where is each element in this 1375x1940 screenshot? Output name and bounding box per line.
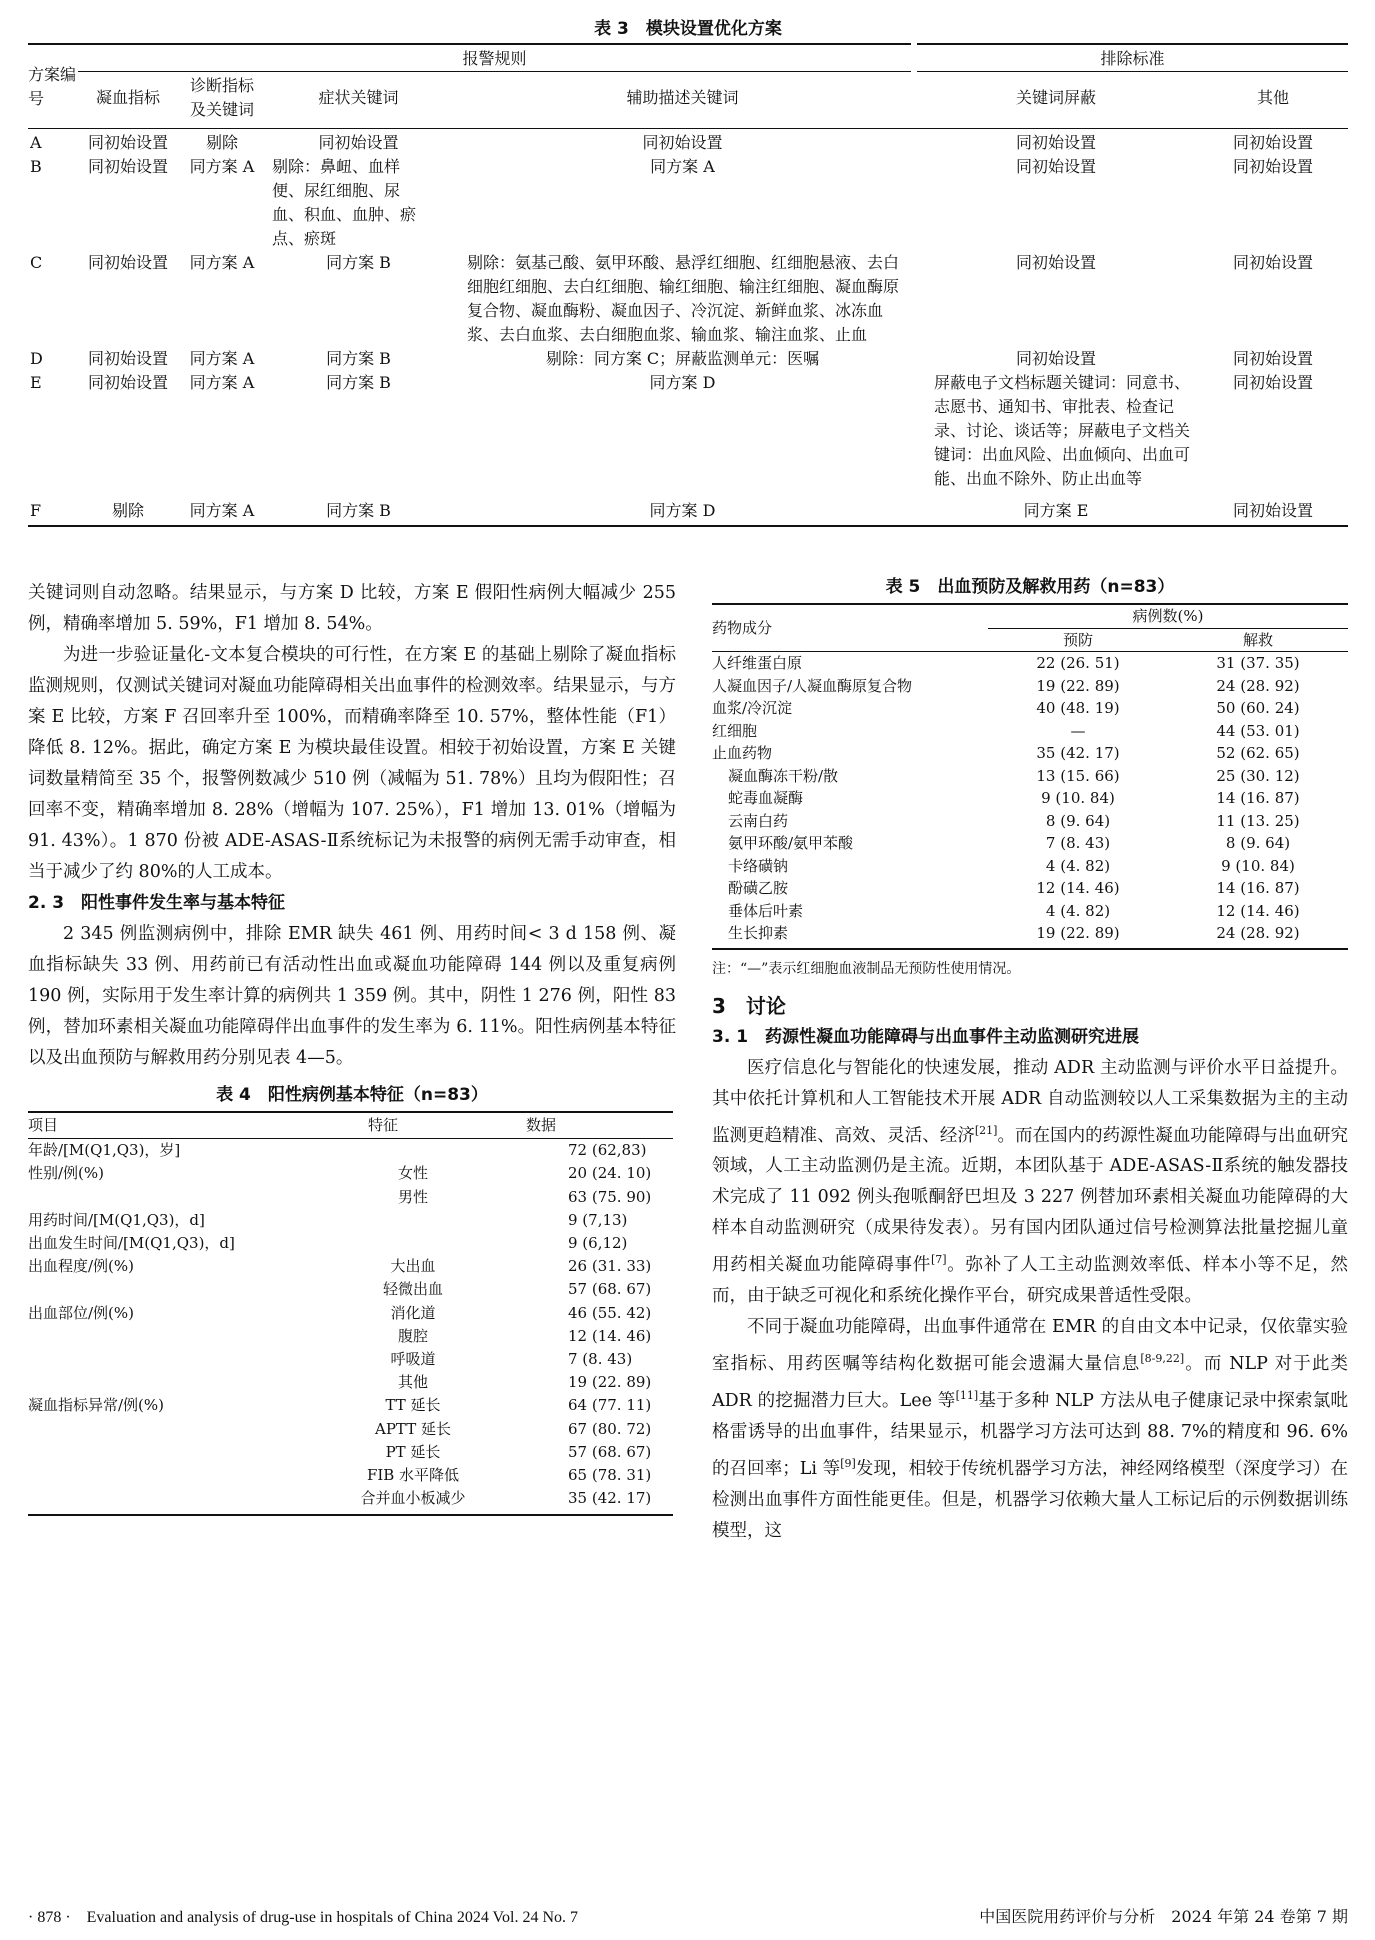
t5-prev-cell: 7 (8. 43) <box>1045 834 1111 852</box>
t5-rescue-cell: 14 (16. 87) <box>1216 789 1300 807</box>
t4-feature-cell: 男性 <box>397 1187 428 1206</box>
t3-h-coag: 凝血指标 <box>78 72 178 129</box>
t4-data-cell: 12 (14. 46) <box>568 1326 652 1345</box>
t4-feature-cell: 合并血小板减少 <box>328 1487 498 1515</box>
table-row <box>28 1487 673 1515</box>
right-column <box>712 578 1348 1547</box>
left-paragraph-3: 2 345 例监测病例中，排除 EMR 缺失 461 例、用药时间< 3 d 158 例、凝血指标缺失 33 例、用药前已有活动性出血或凝血功能障碍 144 例以及重复病例 190 例，实际用于发生率计算的病例共 1 359 例。其中，阴性 1 276 例，阳性 83 例，替加环素相关凝血功能障碍伴出血事件的发生率为 6. 11%。阳性病例基本特征以及出血预防与解救用药分别见表 4—5。 <box>28 924 676 1068</box>
t3-h-scheme: 方案编号 <box>28 44 78 129</box>
t5-prev-cell: 19 (22. 89) <box>988 922 1168 949</box>
table-row <box>28 1232 673 1255</box>
t4-feature-cell: PT 延长 <box>385 1442 441 1461</box>
table-row <box>712 675 1348 698</box>
table3-block <box>28 14 1348 527</box>
t4-data-cell: 9 (7,13) <box>568 1210 628 1229</box>
t5-rescue-cell: 25 (30. 12) <box>1216 766 1300 785</box>
table-row: D 同初始设置 同方案 A 同方案 B 剔除：同方案 C；屏蔽监测单元：医嘱 同初始设置 同初始设置 <box>30 349 1313 368</box>
table-row <box>28 1255 673 1278</box>
table-row <box>28 1325 673 1348</box>
t4-data-cell: 72 (62,83) <box>568 1141 647 1160</box>
table-row: F 剔除 同方案 A 同方案 B 同方案 D 同方案 E 同初始设置 <box>28 491 1348 526</box>
t4-feature-cell: 大出血 <box>390 1257 436 1276</box>
table-row <box>712 877 1348 900</box>
table5 <box>712 603 1348 950</box>
table3-caption: 表 3 模块设置优化方案 <box>594 19 782 39</box>
t3-group-exclude: 排除标准 <box>914 44 1348 72</box>
t4-feature-cell: 其他 <box>397 1373 428 1392</box>
table-row <box>712 742 1348 765</box>
t3-group-alarm: 报警规则 <box>78 44 914 72</box>
t5-name-cell: 人凝血因子/人凝血酶原复合物 <box>712 676 913 695</box>
t4-data-cell: 63 (75. 90) <box>568 1187 652 1206</box>
t4-data-cell: 9 (6,12) <box>568 1234 628 1253</box>
table-row <box>712 832 1348 855</box>
table-row <box>712 810 1348 833</box>
t4-item-cell: 年龄/[M(Q1,Q3)，岁] <box>28 1141 181 1160</box>
t4-h-data: 数据 <box>498 1112 673 1139</box>
t4-data-cell: 65 (78. 31) <box>568 1466 652 1485</box>
t4-item-cell <box>28 1278 328 1301</box>
table-row: E 同初始设置 同方案 A 同方案 B 同方案 D 屏蔽电子文档标题关键词：同意书、志愿书、通知书、审批表、检查记录、讨论、谈话等；屏蔽电子文档关键词：出血风险、出血倾向、出血可能、出血不除外、防止出血等 同初始设置 <box>30 373 1313 488</box>
t4-feature-cell: TT 延长 <box>385 1396 441 1415</box>
table-row <box>28 1186 673 1209</box>
table-row <box>28 1209 673 1232</box>
t4-feature-cell: 呼吸道 <box>390 1350 436 1369</box>
t5-name-cell: 卡络磺钠 <box>728 856 789 875</box>
table4 <box>28 1111 673 1516</box>
t4-data-cell: 64 (77. 11) <box>568 1396 652 1415</box>
t4-item-cell <box>28 1325 328 1348</box>
table5-note: 注：“—”表示红细胞血液制品无预防性使用情况。 <box>712 960 1021 977</box>
table-row <box>712 900 1348 923</box>
t4-h-feature: 特征 <box>328 1112 498 1139</box>
t4-item-cell <box>28 1441 328 1464</box>
table-row: A 同初始设置 剔除 同初始设置 同初始设置 同初始设置 同初始设置 <box>30 133 1313 152</box>
t4-data-cell: 26 (31. 33) <box>568 1257 652 1276</box>
t3-h-mask: 关键词屏蔽 <box>914 72 1198 129</box>
t5-h-cases: 病例数(%) <box>988 604 1348 628</box>
t5-rescue-cell: 8 (9. 64) <box>1225 834 1291 852</box>
table-row <box>28 1139 673 1163</box>
t4-item-cell <box>28 1464 328 1487</box>
t4-data-cell: 57 (68. 67) <box>568 1442 652 1461</box>
left-column <box>28 578 676 1516</box>
t5-name-cell: 红细胞 <box>712 721 758 740</box>
t5-prev-cell: 12 (14. 46) <box>1036 879 1120 897</box>
t4-item-cell <box>28 1186 328 1209</box>
table-row <box>28 1394 673 1417</box>
t5-rescue-cell: 12 (14. 46) <box>1216 901 1300 920</box>
t5-h-drug: 药物成分 <box>712 604 988 652</box>
t4-data-cell: 19 (22. 89) <box>568 1373 652 1392</box>
t5-name-cell: 凝血酶冻干粉/散 <box>728 766 839 785</box>
table-row: B 同初始设置 同方案 A 剔除：鼻衄、血样便、尿红细胞、尿血、积血、血肿、瘀点、瘀斑 同方案 A 同初始设置 同初始设置 <box>30 157 1313 248</box>
t5-name-cell: 止血药物 <box>712 744 773 762</box>
table-row <box>712 652 1348 675</box>
table3 <box>28 43 1348 527</box>
t3-h-aux: 辅助描述关键词 <box>451 72 914 129</box>
t5-prev-cell: 8 (9. 64) <box>1045 811 1111 830</box>
t5-name-cell: 氨甲环酸/氨甲苯酸 <box>728 834 854 852</box>
t3-h-diag: 诊断指标及关键词 <box>178 72 266 129</box>
t5-name-cell: 蛇毒血凝酶 <box>728 789 804 807</box>
t4-item-cell: 性别/例(%) <box>28 1164 105 1183</box>
t5-name-cell: 血浆/冷沉淀 <box>712 699 793 717</box>
t5-prev-cell: 4 (4. 82) <box>1045 901 1111 920</box>
table-row <box>712 720 1348 743</box>
t5-rescue-cell: 52 (62. 65) <box>1216 744 1300 762</box>
right-paragraph-1: 医疗信息化与智能化的快速发展，推动 ADR 主动监测与评价水平日益提升。其中依托计算机和人工智能技术开展 ADR 自动监测较以人工采集数据为主的主动监测更趋精准、高效、灵活、经济[21]。而在国内的药源性凝血功能障碍与出血研究领域，人工主动监测仍是主流。近期，本团队基于 ADE-ASAS-Ⅱ系统的触发器技术完成了 11 092 例头孢哌酮舒巴坦及 3 227 例替加环素相关凝血功能障碍的大样本自动监测研究（成果待发表）。另有国内团队通过信号检测算法批量挖掘儿童用药相关凝血功能障碍事件[7]。弥补了人工主动监测效率低、样本小等不足，然而，由于缺乏可视化和系统化操作平台，研究成果普适性受限。 <box>712 1057 1349 1307</box>
t4-data-cell: 7 (8. 43) <box>568 1350 633 1369</box>
table-row <box>712 697 1348 720</box>
t5-prev-cell: 35 (42. 17) <box>1036 744 1120 762</box>
table-row: C 同初始设置 同方案 A 同方案 B 剔除：氨基己酸、氨甲环酸、悬浮红细胞、红细胞悬液、去白细胞红细胞、去白红细胞、输红细胞、输注红细胞、凝血酶原复合物、凝血酶粉、凝血因子、冷沉淀、新鲜血浆、冰冻血浆、去白血浆、去白细胞血浆、输血浆、输注血浆、止血 同初始设置 同初始设置 <box>30 253 1313 344</box>
t5-h-prev: 预防 <box>988 628 1168 652</box>
table5-caption: 表 5 出血预防及解救用药（n=83） <box>885 577 1175 597</box>
t4-data-cell: 20 (24. 10) <box>568 1164 652 1183</box>
table-row <box>712 787 1348 810</box>
t5-prev-cell: 9 (10. 84) <box>1041 789 1115 807</box>
t5-prev-cell: — <box>1070 721 1086 740</box>
t5-prev-cell: 13 (15. 66) <box>1036 766 1120 785</box>
t4-item-cell: 出血部位/例(%) <box>28 1303 135 1322</box>
table-row <box>712 855 1348 878</box>
section-heading-3-1: 3. 1 药源性凝血功能障碍与出血事件主动监测研究进展 <box>712 1026 1140 1047</box>
t4-feature-cell: APTT 延长 <box>375 1419 451 1438</box>
t4-feature-cell: 消化道 <box>390 1303 436 1322</box>
right-paragraph-2: 不同于凝血功能障碍，出血事件通常在 EMR 的自由文本中记录，仅依靠实验室指标、用药医嘱等结构化数据可能会遗漏大量信息[8-9,22]。而 NLP 对于此类 ADR 的挖掘潜力巨大。Lee 等[11]基于多种 NLP 方法从电子健康记录中探索氯吡格雷诱导的出血事件，结果显示，机器学习方法可达到 88. 7%的精度和 96. 6%的召回率；Li 等[9]发现，相较于传统机器学习方法，神经网络模型（深度学习）在检测出血事件方面性能更佳。但是，机器学习依赖大量人工标记后的示例数据训练模型，这 <box>712 1317 1349 1541</box>
t4-feature-cell <box>328 1209 498 1232</box>
t5-name-cell: 酚磺乙胺 <box>728 879 789 897</box>
t5-rescue-cell: 24 (28. 92) <box>1216 676 1300 695</box>
t4-data-cell: 35 (42. 17) <box>498 1487 673 1515</box>
t5-name-cell: 云南白药 <box>728 811 789 830</box>
t5-prev-cell: 19 (22. 89) <box>1036 676 1120 695</box>
table4-caption: 表 4 阳性病例基本特征（n=83） <box>216 1085 488 1105</box>
t4-item-cell <box>28 1371 328 1394</box>
t4-feature-cell <box>328 1139 498 1163</box>
t4-item-cell <box>28 1418 328 1441</box>
table-row <box>28 1162 673 1185</box>
section-heading-3: 3 讨论 <box>712 993 786 1018</box>
t5-h-rescue: 解救 <box>1168 628 1348 652</box>
t4-item-cell: 用药时间/[M(Q1,Q3)，d] <box>28 1210 205 1229</box>
t5-prev-cell: 40 (48. 19) <box>1036 699 1120 717</box>
t5-prev-cell: 22 (26. 51) <box>1036 654 1120 672</box>
t5-rescue-cell: 50 (60. 24) <box>1216 699 1300 717</box>
t4-item-cell <box>28 1487 328 1515</box>
t5-rescue-cell: 31 (37. 35) <box>1216 654 1300 672</box>
table-row <box>28 1302 673 1325</box>
table-row <box>28 1464 673 1487</box>
page <box>28 14 1348 1924</box>
table-row <box>28 1278 673 1301</box>
t4-data-cell: 67 (80. 72) <box>568 1419 652 1438</box>
t5-rescue-cell: 44 (53. 01) <box>1216 721 1300 740</box>
left-paragraph-1: 关键词则自动忽略。结果显示，与方案 D 比较，方案 E 假阳性病例大幅减少 255 例，精确率增加 5. 59%，F1 增加 8. 54%。 <box>28 583 676 634</box>
section-heading-2-3: 2. 3 阳性事件发生率与基本特征 <box>28 893 286 913</box>
table-row <box>28 1371 673 1394</box>
t4-item-cell: 出血发生时间/[M(Q1,Q3)，d] <box>28 1234 235 1253</box>
t5-rescue-cell: 24 (28. 92) <box>1168 922 1348 949</box>
t4-feature-cell <box>328 1232 498 1255</box>
t4-item-cell: 出血程度/例(%) <box>28 1257 135 1276</box>
t4-feature-cell: 腹腔 <box>397 1326 428 1345</box>
table-row <box>28 1418 673 1441</box>
t5-rescue-cell: 11 (13. 25) <box>1216 811 1300 830</box>
table-row <box>712 922 1348 949</box>
table-row <box>28 1348 673 1371</box>
left-paragraph-2: 为进一步验证量化-文本复合模块的可行性，在方案 E 的基础上剔除了凝血指标监测规则，仅测试关键词对凝血功能障碍相关出血事件的检测效率。结果显示，与方案 E 比较，方案 F 召回率升至 100%，而精确率降至 10. 57%，整体性能（F1）降低 8. 12%。据此，确定方案 E 为模块最佳设置。相较于初始设置，方案 E 关键词数量精简至 35 个，报警例数减少 510 例（减幅为 51. 78%）且均为假阳性；召回率不变，精确率增加 8. 28%（增幅为 107. 25%），F1 增加 13. 01%（增幅为 91. 43%）。1 870 份被 ADE-ASAS-Ⅱ系统标记为未报警的病例无需手动审查，相当于减少了约 80%的人工成本。 <box>28 645 676 882</box>
footer-left: · 878 · Evaluation and analysis of drug-use in hospitals of China 2024 Vol. 24 No. 7 <box>28 1909 579 1926</box>
t5-name-cell: 人纤维蛋白原 <box>712 654 803 672</box>
t4-h-item: 项目 <box>28 1112 328 1139</box>
t4-feature-cell: 女性 <box>397 1164 428 1183</box>
t4-data-cell: 57 (68. 67) <box>568 1280 652 1299</box>
table-row <box>28 1441 673 1464</box>
t4-item-cell: 凝血指标异常/例(%) <box>28 1396 165 1415</box>
table-row <box>712 765 1348 788</box>
t5-name-cell: 生长抑素 <box>712 922 988 949</box>
t4-item-cell <box>28 1348 328 1371</box>
t5-rescue-cell: 9 (10. 84) <box>1221 856 1295 875</box>
t3-h-other: 其他 <box>1198 72 1348 129</box>
t5-name-cell: 垂体后叶素 <box>728 901 804 920</box>
t5-prev-cell: 4 (4. 82) <box>1045 856 1111 875</box>
t4-feature-cell: 轻微出血 <box>382 1280 443 1299</box>
t4-data-cell: 46 (55. 42) <box>568 1303 652 1322</box>
t3-h-symptom: 症状关键词 <box>266 72 451 129</box>
t5-rescue-cell: 14 (16. 87) <box>1216 879 1300 897</box>
footer-right: 中国医院用药评价与分析 2024 年第 24 卷第 7 期 <box>979 1907 1348 1926</box>
t4-feature-cell: FIB 水平降低 <box>366 1466 460 1485</box>
